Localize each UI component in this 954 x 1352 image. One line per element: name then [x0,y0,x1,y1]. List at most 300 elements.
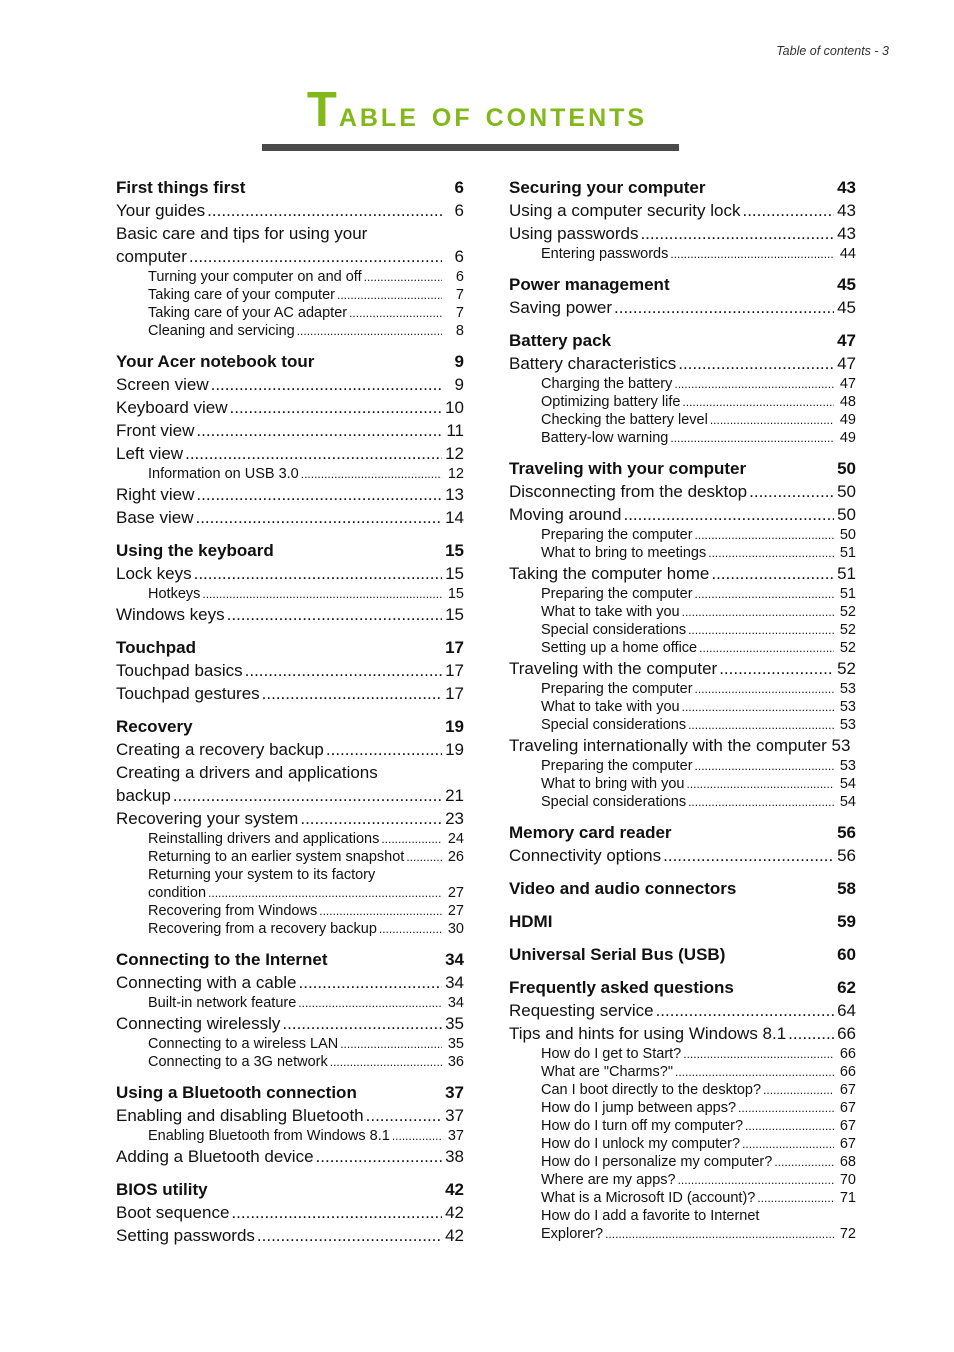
toc-subentry-title: Charging the battery [541,376,673,392]
dot-leader [227,603,442,626]
toc-subentry-page: 68 [839,1154,856,1170]
toc-entry[interactable] [509,503,856,526]
toc-entry[interactable] [509,562,856,585]
toc-subentry-page: 53 [839,699,856,715]
toc-subentry-page: 53 [839,681,856,697]
toc-subentry[interactable] [116,902,464,920]
dot-leader [614,296,834,319]
toc-entry[interactable] [509,352,856,375]
toc-heading-title: Recovery [116,717,193,736]
toc-entry-title: Moving around [509,505,622,524]
dot-leader [194,562,442,585]
toc-subentry-title: Connecting to a wireless LAN [148,1036,339,1052]
toc-heading[interactable] [116,1081,464,1104]
dot-leader [757,1189,834,1207]
toc-entry-title: Creating a recovery backup [116,740,324,759]
toc-subentry[interactable] [509,1153,856,1171]
toc-subentry[interactable] [509,1099,856,1117]
dot-leader [207,199,442,222]
toc-entry-page: 64 [837,1001,856,1020]
toc-heading-title: Universal Serial Bus (USB) [509,945,726,964]
toc-subentry-title: What to bring with you [541,776,685,792]
toc-entry[interactable] [116,1012,464,1035]
dot-leader [749,480,834,503]
toc-subentry[interactable] [509,1063,856,1081]
toc-entry-page: 43 [837,201,856,220]
toc-entry[interactable] [509,999,856,1022]
toc-entry[interactable] [116,1145,464,1168]
toc-subentry-page: 66 [839,1046,856,1062]
toc-heading-title: Traveling with your computer [509,459,747,478]
dot-leader [282,1012,442,1035]
toc-entry-page: 35 [445,1014,464,1033]
toc-subentry-page: 30 [447,921,464,937]
dot-leader [326,738,442,761]
toc-entry-page: 6 [454,247,464,266]
toc-subentry-page: 49 [839,430,856,446]
dot-leader [195,506,442,529]
toc-subentry-page: 8 [455,323,464,339]
toc-subentry[interactable] [116,322,464,340]
dot-leader [319,902,442,920]
dot-leader [366,1104,442,1127]
toc-subentry[interactable] [509,793,856,811]
toc-entry[interactable] [116,199,464,222]
toc-section [509,910,856,933]
toc-entry[interactable] [116,807,464,830]
toc-entry-title: Requesting service [509,1001,654,1020]
toc-entry-page: 19 [445,740,464,759]
toc-heading[interactable] [509,273,856,296]
toc-entry-title: Enabling and disabling Bluetooth [116,1106,364,1125]
toc-section [116,636,464,705]
toc-entry-page: 14 [445,508,464,527]
toc-subentry-page: 7 [455,305,464,321]
dot-leader [695,526,834,544]
toc-subentry[interactable] [509,1045,856,1063]
toc-subentry[interactable] [509,245,856,263]
toc-entry-title: Using passwords [509,224,639,243]
toc-subentry-title: Recovering from a recovery backup [148,921,377,937]
toc-heading-page: 42 [445,1180,464,1199]
dot-leader [185,442,442,465]
toc-entry-title: Connecting wirelessly [116,1014,281,1033]
toc-entry[interactable] [116,483,464,506]
toc-entry[interactable] [509,199,856,222]
toc-subentry[interactable] [509,526,856,544]
toc-subentry-title: Can I boot directly to the desktop? [541,1082,762,1098]
toc-entry[interactable]: Traveling internationally with the computer 53 [509,736,851,755]
dot-leader [349,304,442,322]
toc-entry-page: 9 [454,375,464,394]
toc-subentry-title: Connecting to a 3G network [148,1054,328,1070]
toc-entry[interactable] [116,442,464,465]
toc-entry[interactable] [509,296,856,319]
toc-heading-title: Touchpad [116,638,196,657]
toc-entry[interactable] [116,396,464,419]
toc-heading-page: 56 [837,823,856,842]
toc-heading-page: 37 [445,1083,464,1102]
toc-subentry-page: 66 [839,1064,856,1080]
toc-subentry-title: Setting up a home office [541,640,698,656]
toc-heading[interactable] [509,821,856,844]
toc-subentry-title: Where are my apps? [541,1172,676,1188]
dot-leader [695,585,834,603]
toc-entry-page: 17 [445,661,464,680]
toc-entry-page: 11 [446,421,464,440]
dot-leader [763,1081,834,1099]
dot-leader [300,807,442,830]
toc-subentry-page: 47 [839,376,856,392]
toc-subentry[interactable] [116,1053,464,1071]
toc-subentry-title: Cleaning and servicing [148,323,295,339]
toc-subentry[interactable] [509,603,856,621]
toc-subentry[interactable] [509,1171,856,1189]
dot-leader [656,999,834,1022]
toc-column-left [116,176,464,1257]
toc-entry-page: 50 [837,482,856,501]
toc-subentry-title: What are "Charms?" [541,1064,673,1080]
toc-subentry-page: 67 [839,1136,856,1152]
toc-subentry-page: 7 [455,287,464,303]
toc-entry[interactable] [116,659,464,682]
toc-subentry-page: 48 [839,394,856,410]
toc-entry[interactable] [116,603,464,626]
title-underline [262,144,679,151]
toc-subentry-page: 54 [839,776,856,792]
toc-heading[interactable] [116,176,464,199]
page-title [0,82,954,138]
toc-subentry[interactable] [509,775,856,793]
toc-entry[interactable] [116,971,464,994]
dot-leader [695,680,834,698]
toc-entry[interactable] [116,419,464,442]
toc-entry[interactable] [116,506,464,529]
toc-subentry-title: Recovering from Windows [148,903,318,919]
toc-entry[interactable] [116,1104,464,1127]
toc-entry-wrapline[interactable]: Creating a drivers and applications [116,763,378,782]
toc-heading[interactable] [116,350,464,373]
dot-leader [202,585,442,603]
toc-subentry-title: Turning your computer on and off [148,269,362,285]
toc-subentry-title: Information on USB 3.0 [148,466,299,482]
toc-entry[interactable] [116,682,464,705]
toc-entry-page: 45 [837,298,856,317]
page-title-rest: able of contents [338,93,648,134]
running-header: Table of contents - 3 [776,44,889,58]
toc-subentry-page: 50 [839,527,856,543]
toc-entry-title: Keyboard view [116,398,228,417]
toc-heading[interactable] [509,910,856,933]
toc-subentry[interactable] [509,639,856,657]
toc-subentry-title: condition [148,885,207,901]
dot-leader [695,757,834,775]
toc-subentry[interactable] [116,304,464,322]
dot-leader [257,1224,442,1247]
dot-leader [379,920,442,938]
toc-section [509,943,856,966]
toc-entry[interactable] [116,373,464,396]
dot-leader [208,884,442,902]
toc-subentry-page: 12 [447,466,464,482]
toc-subentry[interactable] [116,585,464,603]
dot-leader [340,1035,442,1053]
toc-heading[interactable] [509,943,856,966]
toc-subentry-title: Special considerations [541,717,687,733]
toc-subentry-title: Reinstalling drivers and applications [148,831,380,847]
toc-subentry-page: 36 [447,1054,464,1070]
toc-subentry-title: Battery-low warning [541,430,669,446]
dot-leader [392,1127,442,1145]
toc-entry-title: Front view [116,421,195,440]
toc-entry-wrapline[interactable]: Basic care and tips for using your [116,224,368,243]
dot-leader [688,621,834,639]
toc-subentry-title: Checking the battery level [541,412,708,428]
toc-subentry-page: 44 [839,246,856,262]
dot-leader [406,848,442,866]
toc-heading-title: Using the keyboard [116,541,274,560]
toc-heading-page: 6 [454,178,464,197]
dot-leader [688,716,834,734]
toc-subentry-page: 52 [839,604,856,620]
toc-subentry[interactable] [509,1117,856,1135]
toc-heading-title: Memory card reader [509,823,672,842]
toc-subentry[interactable] [116,286,464,304]
toc-heading[interactable] [509,329,856,352]
dot-leader [364,268,442,286]
toc-heading[interactable] [509,976,856,999]
toc-subentry-page: 35 [447,1036,464,1052]
toc-entry-page: 51 [837,564,856,583]
toc-heading[interactable] [509,877,856,900]
toc-subentry-title: How do I unlock my computer? [541,1136,741,1152]
toc-subentry-page: 53 [839,717,856,733]
toc-subentry-title: What to bring to meetings [541,545,707,561]
dot-leader [788,1022,834,1045]
toc-subentry-title: Enabling Bluetooth from Windows 8.1 [148,1128,390,1144]
dot-leader [173,784,442,807]
toc-subentry-page: 70 [839,1172,856,1188]
toc-subentry[interactable] [116,1035,464,1053]
toc-entry-title: Connectivity options [509,846,662,865]
toc-entry[interactable] [116,738,464,761]
toc-subentry[interactable] [509,544,856,562]
toc-entry-title: Saving power [509,298,613,317]
toc-entry-page: 56 [837,846,856,865]
toc-section [116,948,464,1071]
dot-leader [674,375,834,393]
toc-subentry-page: 15 [447,586,464,602]
toc-heading-title: Video and audio connectors [509,879,737,898]
dot-leader [686,775,834,793]
toc-entry-page: 21 [445,786,464,805]
toc-subentry[interactable] [509,393,856,411]
toc-entry[interactable] [116,1224,464,1247]
toc-subentry[interactable] [509,621,856,639]
toc-entry-title: Touchpad gestures [116,684,260,703]
toc-subentry-page: 52 [839,640,856,656]
toc-entry-title: Battery characteristics [509,354,677,373]
toc-subentry[interactable] [509,375,856,393]
dot-leader [745,1117,834,1135]
toc-entry-title: backup [116,786,171,805]
toc-subentry[interactable] [509,716,856,734]
toc-subentry-title: Preparing the computer [541,758,693,774]
toc-entry-page: 50 [837,505,856,524]
toc-heading-page: 62 [837,978,856,997]
toc-subentry[interactable] [509,1225,856,1243]
dot-leader [711,562,834,585]
toc-heading-title: Securing your computer [509,178,706,197]
toc-subentry-title: Taking care of your AC adapter [148,305,348,321]
toc-entry-page: 38 [445,1147,464,1166]
toc-entry[interactable] [509,1022,856,1045]
toc-subentry[interactable] [116,268,464,286]
toc-subentry[interactable] [509,585,856,603]
dot-leader [738,1099,834,1117]
toc-subentry-title: Hotkeys [148,586,201,602]
toc-subentry[interactable] [509,698,856,716]
dot-leader [675,1063,834,1081]
toc-subentry[interactable] [509,411,856,429]
toc-heading-page: 17 [445,638,464,657]
toc-section [116,350,464,529]
toc-entry-page: 52 [837,659,856,678]
toc-heading-page: 15 [445,541,464,560]
dot-leader [262,682,442,705]
dot-leader [640,222,834,245]
dot-leader [670,245,834,263]
toc-heading[interactable] [116,1178,464,1201]
toc-heading[interactable] [509,457,856,480]
toc-section [509,457,856,811]
toc-subentry-page: 49 [839,412,856,428]
dot-leader [683,1045,834,1063]
toc-entry[interactable] [116,784,464,807]
toc-subentry[interactable] [116,884,464,902]
dot-leader [682,393,834,411]
toc-entry-page: 23 [445,809,464,828]
toc-section [509,273,856,319]
toc-entry[interactable] [509,657,856,680]
toc-heading[interactable] [116,539,464,562]
toc-entry-title: Taking the computer home [509,564,710,583]
toc-subentry[interactable] [509,1189,856,1207]
toc-subentry-title: Special considerations [541,622,687,638]
toc-subentry-title: What to take with you [541,604,680,620]
dot-leader [196,483,442,506]
dot-leader [682,698,834,716]
toc-heading-page: 58 [837,879,856,898]
toc-entry[interactable] [509,844,856,867]
dot-leader [231,1201,442,1224]
toc-entry-title: Tips and hints for using Windows 8.1 [509,1024,787,1043]
toc-subentry-page: 27 [447,903,464,919]
toc-subentry[interactable] [509,1135,856,1153]
toc-subentry-page: 24 [447,831,464,847]
dot-leader [719,657,834,680]
toc-entry[interactable] [116,562,464,585]
dot-leader [742,1135,834,1153]
toc-entry-title: Adding a Bluetooth device [116,1147,314,1166]
toc-subentry-wrapline[interactable]: How do I add a favorite to Internet [541,1208,760,1224]
dot-leader [211,373,442,396]
toc-subentry-title: Explorer? [541,1226,604,1242]
toc-subentry[interactable] [509,1081,856,1099]
toc-subentry[interactable] [509,757,856,775]
toc-subentry-title: How do I jump between apps? [541,1100,737,1116]
toc-section [509,976,856,1243]
toc-subentry[interactable] [509,680,856,698]
toc-entry-page: 42 [445,1226,464,1245]
toc-subentry-title: Built-in network feature [148,995,297,1011]
toc-heading-title: Battery pack [509,331,612,350]
toc-entry[interactable] [116,245,464,268]
dot-leader [670,429,834,447]
toc-entry[interactable] [509,222,856,245]
toc-subentry-wrapline[interactable]: Returning your system to its factory [148,867,376,883]
toc-subentry-page: 72 [839,1226,856,1242]
toc-subentry-title: Preparing the computer [541,586,693,602]
dot-leader [245,659,442,682]
toc-subentry[interactable] [116,994,464,1012]
toc-subentry-title: Returning to an earlier system snapshot [148,849,405,865]
dot-leader [663,844,834,867]
toc-entry-page: 34 [445,973,464,992]
dot-leader [742,199,834,222]
toc-entry[interactable] [116,1201,464,1224]
toc-entry-title: Left view [116,444,184,463]
toc-section [116,539,464,626]
toc-entry[interactable] [509,480,856,503]
toc-subentry[interactable] [116,830,464,848]
toc-subentry-page: 34 [447,995,464,1011]
toc-subentry-title: How do I get to Start? [541,1046,682,1062]
toc-heading[interactable] [116,948,464,971]
toc-entry-title: Recovering your system [116,809,299,828]
dot-leader [196,419,442,442]
toc-heading[interactable] [116,715,464,738]
toc-entry-title: Traveling with the computer [509,659,718,678]
toc-subentry[interactable] [116,1127,464,1145]
dot-leader [189,245,442,268]
toc-subentry-page: 53 [839,758,856,774]
toc-subentry-title: Preparing the computer [541,681,693,697]
toc-heading-title: Connecting to the Internet [116,950,328,969]
toc-column-right [509,176,856,1253]
dot-leader [337,286,442,304]
toc-subentry-page: 27 [447,885,464,901]
toc-subentry[interactable] [116,920,464,938]
toc-heading[interactable] [509,176,856,199]
toc-heading-title: Frequently asked questions [509,978,734,997]
toc-heading[interactable] [116,636,464,659]
dot-leader [699,639,834,657]
toc-heading-page: 19 [445,717,464,736]
toc-entry-title: Your guides [116,201,206,220]
toc-subentry-title: Taking care of your computer [148,287,335,303]
toc-subentry[interactable] [116,848,464,866]
toc-entry-title: Using a computer security lock [509,201,741,220]
toc-entry-page: 12 [445,444,464,463]
toc-subentry-page: 67 [839,1118,856,1134]
toc-heading-title: HDMI [509,912,553,931]
toc-subentry[interactable] [509,429,856,447]
toc-subentry[interactable] [116,465,464,483]
toc-subentry-title: Special considerations [541,794,687,810]
toc-entry-title: Setting passwords [116,1226,255,1245]
toc-entry-page: 15 [445,564,464,583]
